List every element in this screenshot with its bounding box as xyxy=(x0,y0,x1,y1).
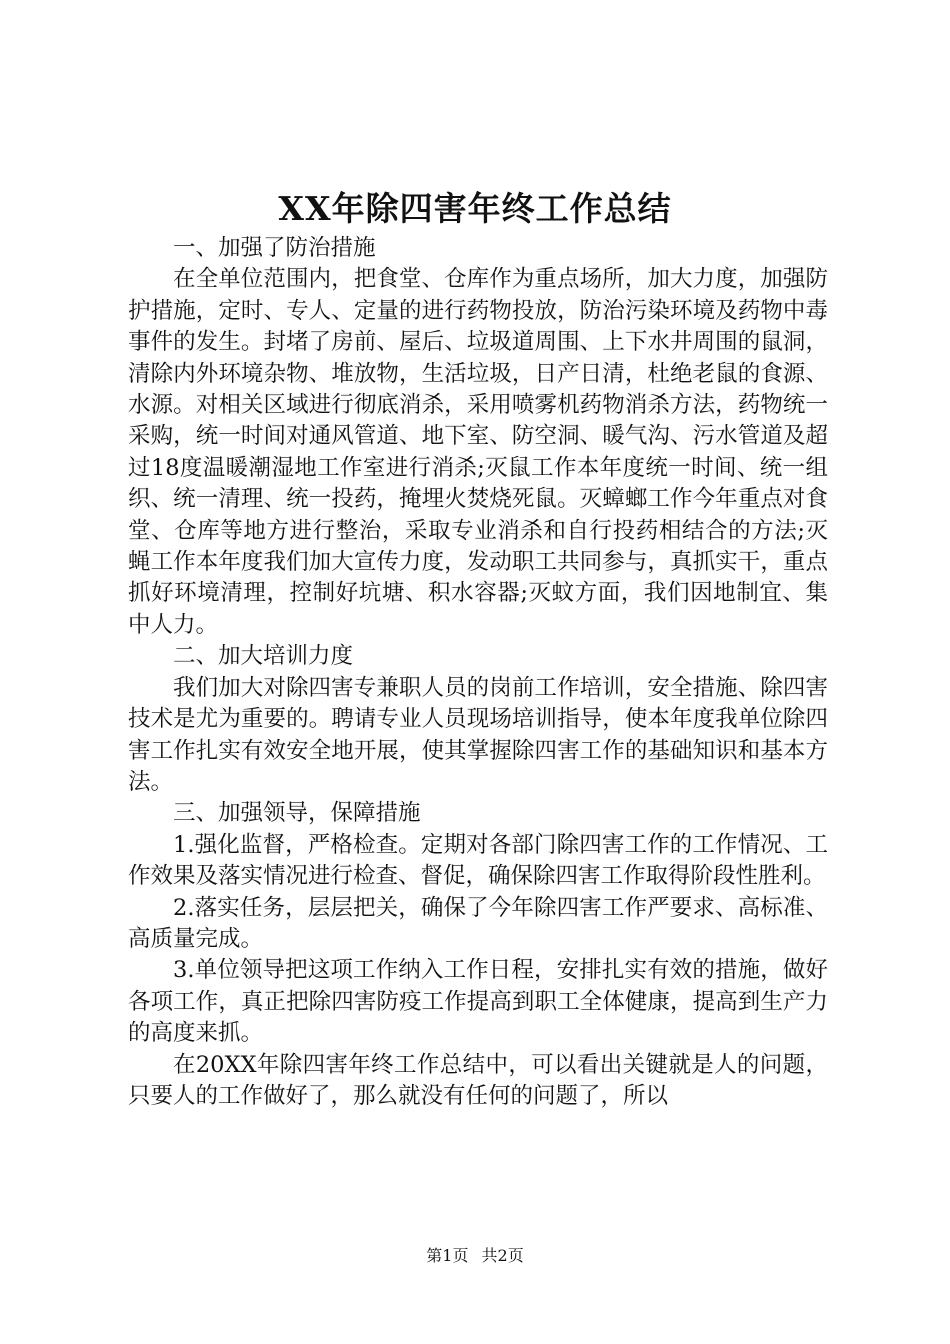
list-item: 1.强化监督，严格检查。定期对各部门除四害工作的工作情况、工作效果及落实情况进行检查、督促，确保除四害工作取得阶段性胜利。 xyxy=(128,831,828,890)
list-item: 3.单位领导把这项工作纳入工作日程，安排扎实有效的措施，做好各项工作，真正把除四害防疫工作提高到职工全体健康，提高到生产力的高度来抓。 xyxy=(128,957,828,1047)
paragraph: 在20XX年除四害年终工作总结中，可以看出关键就是人的问题，只要人的工作做好了，那么就没有任何的问题了，所以 xyxy=(128,1051,828,1109)
page-number: 第1页 xyxy=(426,1246,469,1265)
section-heading-3: 三、加强领导，保障措施 xyxy=(173,800,421,827)
paragraph: 在全单位范围内，把食堂、仓库作为重点场所，加大力度，加强防护措施，定时、专人、定量的进行药物投放，防治污染环境及药物中毒事件的发生。封堵了房前、屋后、垃圾道周围、上下水井周围的鼠洞，清除内外环境杂物、堆放物，生活垃圾，日产日清，杜绝老鼠的食源、水源。对相关区域进行彻底消杀，采用喷雾机药物消杀方法，药物统一采购，统一时间对通风管道、地下室、防空洞、暖气沟、污水管道及超过18度温暖潮湿地工作室进行消杀;灭鼠工作本年度统一时间、统一组织、统一清理、统一投药，掩埋火焚烧死鼠。灭蟑螂工作今年重点对食堂、仓库等地方进行整治，采取专业消杀和自行投药相结合的方法;灭蝇工作本年度我们加大宣传力度，发动职工共同参与，真抓实干，重点抓好环境清理，控制好坑塘、积水容器;灭蚊方面，我们因地制宜、集中人力。 xyxy=(128,266,828,638)
page-total: 共2页 xyxy=(481,1246,524,1265)
section-heading-2: 二、加大培训力度 xyxy=(173,643,354,670)
document-body xyxy=(128,233,828,1112)
list-item: 2.落实任务，层层把关，确保了今年除四害工作严要求、高标准、高质量完成。 xyxy=(128,894,828,952)
page-title: XX年除四害年终工作总结 xyxy=(278,189,672,228)
paragraph: 我们加大对除四害专兼职人员的岗前工作培训，安全措施、除四害技术是尤为重要的。聘请专业人员现场培训指导，使本年度我单位除四害工作扎实有效安全地开展，使其掌握除四害工作的基础知识和基本方法。 xyxy=(128,674,828,795)
page-footer xyxy=(0,1245,950,1267)
section-heading-1: 一、加强了防治措施 xyxy=(173,235,376,261)
